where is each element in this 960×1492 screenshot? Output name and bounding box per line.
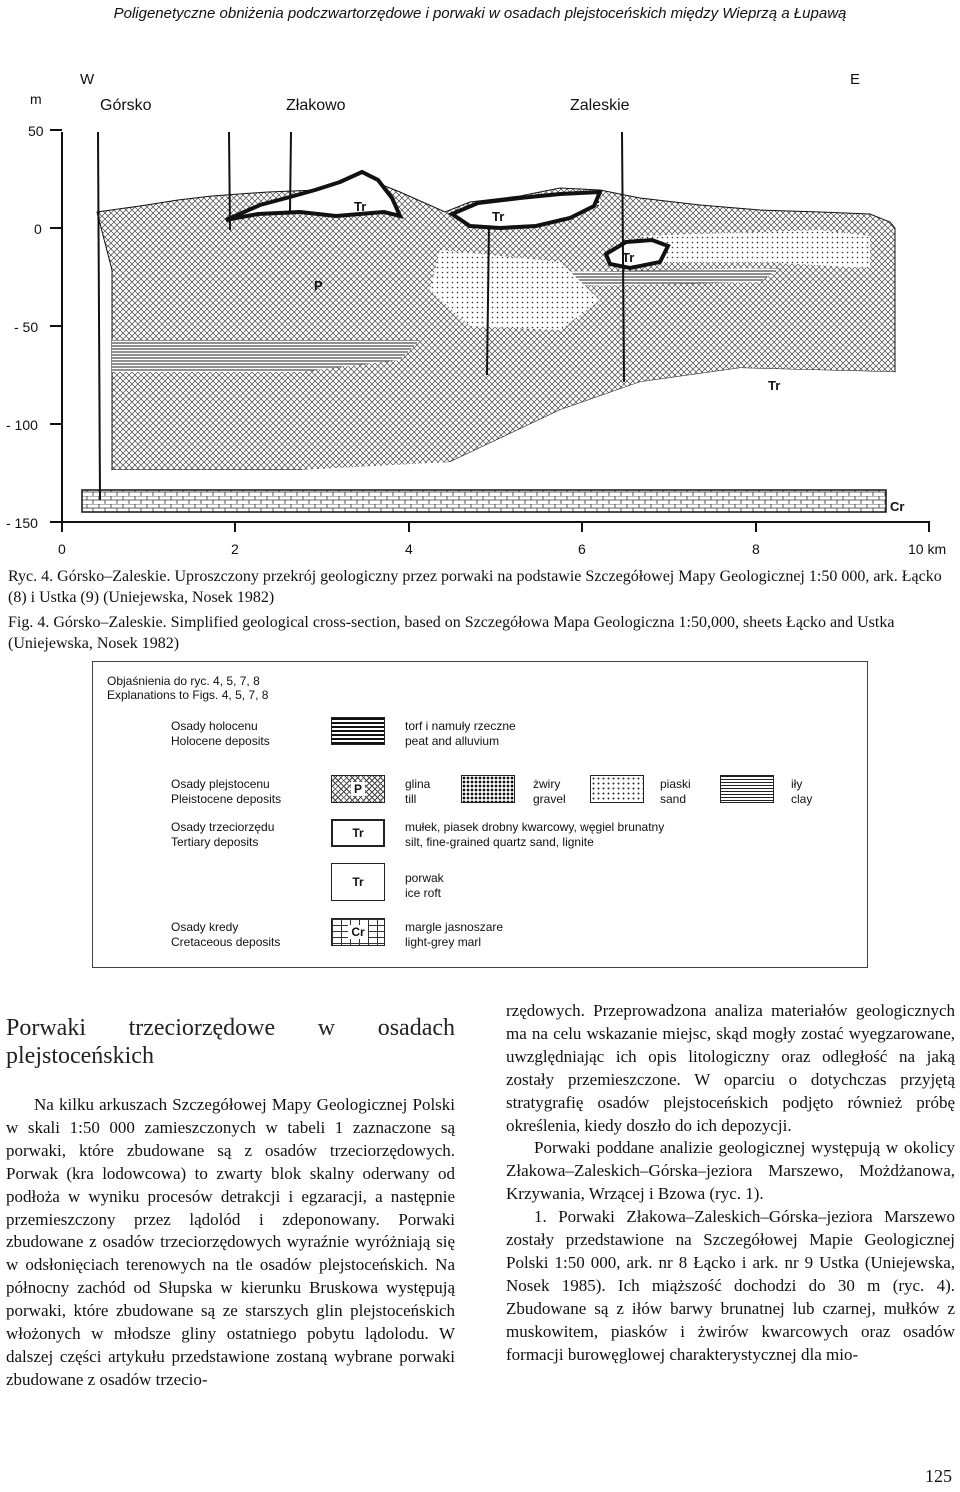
swatch-clay	[720, 775, 774, 803]
legend-sand-pl: piaski	[660, 777, 691, 791]
caption-text-en: Górsko–Zaleskie. Simplified geological cross-section, based on Szczegółowa Mapa Geologiczna 1:50,000, sheets Łącko and Ustka (Uniejewska, Nosek 1982)	[8, 614, 895, 652]
legend-ice-roft-pl: porwak	[405, 871, 444, 885]
legend-ice-roft-en: ice roft	[405, 886, 442, 900]
figure-caption-pl	[8, 566, 954, 608]
legend-holocene-item-pl: torf i namuły rzeczne	[405, 719, 516, 733]
caption-text-pl: Górsko–Zaleskie. Uproszczony przekrój geologiczny przez porwaki na podstawie Szczegółowej Mapy Geologicznej 1:50 000, ark. Łącko (8) i Ustka (9) (Uniejewska, Nosek 1982)	[8, 568, 942, 606]
legend-till-pl: glina	[405, 777, 431, 791]
legend-tertiary-pl: Osady trzeciorzędu	[171, 820, 275, 834]
legend-clay-en: clay	[791, 792, 813, 806]
legend-cretaceous-item-pl: margle jasnoszare	[405, 920, 504, 934]
legend-holocene-item-en: peat and alluvium	[405, 734, 500, 748]
y-axis-unit: m	[30, 91, 42, 107]
x-ticks	[62, 522, 929, 532]
place-zaleskie: Zaleskie	[570, 97, 630, 114]
unit-label-cr: Cr	[890, 499, 905, 514]
legend-clay-pl: iły	[791, 777, 803, 791]
paragraph: rzędowych. Przeprowadzona analiza materiałów geologicznych ma na celu wskazanie miejsc, skąd mogły zostać wyegzarowane, uwzględniając ich opis litologiczny oraz odległość na jaką zostały przemieszczone. W oparciu o dotychczas przyjętą stratygrafię osadów plejstoceńskich podjęto również próbę określenia, kiedy doszło do ich depozycji.	[506, 1001, 955, 1135]
cross-section-figure	[0, 55, 960, 560]
legend-cretaceous-pl: Osady kredy	[171, 920, 239, 934]
legend-pleistocene-en: Pleistocene deposits	[171, 792, 282, 806]
y-tick-label: 0	[34, 221, 42, 237]
paragraph: 1. Porwaki Złakowa–Zaleskich–Górska–jeziora Marszewo zostały przedstawione na Szczegółowej Mapie Geologicznej Polski 1:50 000, ark. nr 8 Łącko i ark. nr 9 Ustka (Uniejewska, Nosek 1985). Ich miąższość dochodzi do 30 m (ryc. 4). Zbudowane są z iłów barwy brunatnej lub czarnej, mułków z muskowitem, piasków i żwirów kwarcowych oraz osadów formacji burowęglowej charakterystycznej dla mio-	[506, 1207, 955, 1364]
legend-holocene-pl: Osady holocenu	[171, 719, 258, 733]
x-tick-label: 6	[578, 541, 586, 557]
swatch-tertiary-label: Tr	[352, 825, 364, 840]
legend-title-en: Explanations to Figs. 4, 5, 7, 8	[107, 688, 269, 702]
cretaceous-marl-band	[82, 490, 886, 512]
article-right-column	[506, 1000, 955, 1367]
unit-label-tr: Tr	[768, 378, 781, 393]
swatch-ice-roft	[331, 863, 385, 901]
unit-label-tr: Tr	[354, 199, 367, 214]
swatch-gravel	[461, 775, 515, 803]
caption-label-en: Fig. 4.	[8, 614, 50, 631]
swatch-till	[331, 775, 385, 803]
east-label: E	[850, 71, 861, 88]
place-zlakowo: Złakowo	[286, 97, 346, 114]
y-ticks	[50, 130, 62, 522]
y-tick-label: - 150	[6, 515, 38, 531]
legend-pleistocene-pl: Osady plejstocenu	[171, 777, 270, 791]
paragraph: Porwaki poddane analizie geologicznej występują w okolicy Złakowa–Zaleskich–Górska–jeziora Marszewo, Możdżanowa, Krzywania, Wrzącej i Bzowa (ryc. 1).	[506, 1138, 955, 1204]
legend-holocene-en: Holocene deposits	[171, 734, 270, 748]
legend-title-pl: Objaśnienia do ryc. 4, 5, 7, 8	[107, 674, 260, 688]
swatch-tertiary	[331, 819, 385, 847]
swatch-cretaceous-label: Cr	[348, 925, 367, 939]
unit-label-tr: Tr	[492, 209, 505, 224]
legend-box	[92, 661, 868, 968]
place-gorsko: Górsko	[100, 97, 152, 114]
legend-cretaceous-en: Cretaceous deposits	[171, 935, 281, 949]
figure-caption-en	[8, 612, 954, 654]
unit-label-tr: Tr	[622, 250, 635, 265]
x-tick-label: 10 km	[908, 541, 947, 557]
x-tick-label: 8	[752, 541, 760, 557]
swatch-till-label: P	[351, 782, 365, 796]
page-number: 125	[925, 1466, 952, 1486]
swatch-sand	[590, 775, 644, 803]
unit-label-p: P	[314, 278, 323, 293]
legend-till-en: till	[405, 792, 417, 806]
legend-tertiary-en: Tertiary deposits	[171, 835, 259, 849]
legend-gravel-pl: żwiry	[533, 777, 561, 791]
swatch-cretaceous	[331, 918, 385, 946]
swatch-holocene	[331, 717, 385, 745]
y-tick-label: - 100	[6, 417, 38, 433]
x-tick-label: 4	[405, 541, 413, 557]
section-heading: Porwaki trzeciorzędowe w osadach plejstoceńskich	[6, 1015, 455, 1069]
west-label: W	[80, 71, 95, 88]
y-tick-label: 50	[28, 123, 44, 139]
y-tick-label: - 50	[14, 319, 39, 335]
x-tick-label: 0	[58, 541, 66, 557]
x-tick-label: 2	[231, 541, 239, 557]
legend-sand-en: sand	[660, 792, 687, 806]
legend-cretaceous-item-en: light-grey marl	[405, 935, 482, 949]
paragraph: Na kilku arkuszach Szczegółowej Mapy Geologicznej Polski w skali 1:50 000 zamieszczonych w tabeli 1 zaznaczone są porwaki, które zbudowane są z osadów trzeciorzędowych. Porwak (kra lodowcowa) to zwarty blok skalny oderwany od podłoża w wyniku procesów detrakcji i egzaracji, a następnie przemieszczony przez lądolód i zdeponowany. Porwaki zbudowane z osadów trzeciorzędowych wyraźnie wyróżniają się w odsłonięciach terenowych na tle osadów plejstoceńskich. Na północny zachód od Słupska w kierunku Bruskowa występują porwaki, które zbudowane są ze starszych glin plejstoceńskich włożonych w młodsze gliny ostatniego pobytu lądolodu. W dalszej części artykułu przedstawione zostaną wybrane porwaki zbudowane z osadów trzecio-	[6, 1095, 455, 1389]
legend-tertiary-item-en: silt, fine-grained quartz sand, lignite	[405, 835, 594, 849]
running-header: Poligenetyczne obniżenia podczwartorzędowe i porwaki w osadach plejstoceńskich między Wieprzą a Łupawą	[113, 5, 847, 22]
legend-gravel-en: gravel	[533, 792, 566, 806]
caption-label-pl: Ryc. 4.	[8, 568, 54, 585]
swatch-ice-roft-label: Tr	[352, 874, 364, 889]
legend-tertiary-item-pl: mułek, piasek drobny kwarcowy, węgiel brunatny	[405, 820, 665, 834]
article-left-column	[6, 1000, 455, 1392]
